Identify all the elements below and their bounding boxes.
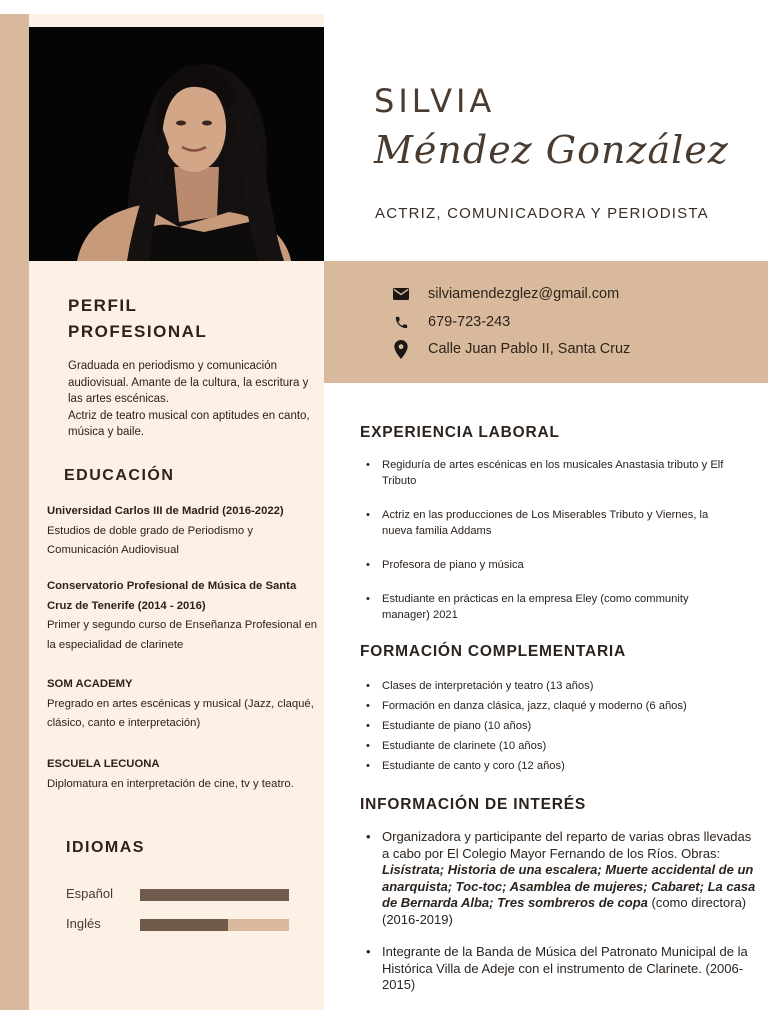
edu-item-desc: Pregrado en artes escénicas y musical (Jazz, claqué, clásico, canto e interpretación) (47, 697, 314, 729)
envelope-icon (392, 285, 410, 303)
lang-bar-english (140, 919, 289, 931)
interes-list (366, 829, 762, 994)
edu-item-name: SOM ACADEMY (47, 678, 133, 690)
address-text: Calle Juan Pablo II, Santa Cruz (428, 341, 631, 357)
list-item: • Estudiante de piano (10 años) (366, 716, 687, 736)
location-pin-icon (392, 340, 410, 358)
contact-phone[interactable] (392, 313, 510, 331)
list-item: • Profesora de piano y música (366, 557, 732, 573)
edu-item (47, 577, 319, 655)
edu-item-desc: Primer y segundo curso de Enseñanza Profesional en la especialidad de clarinete (47, 619, 318, 651)
edu-item-name: ESCUELA LECUONA (47, 758, 160, 770)
list-item: • Estudiante de canto y coro (12 años) (366, 756, 687, 776)
edu-item-desc: Diplomatura en interpretación de cine, tv y teatro. (47, 777, 294, 790)
left-accent-stripe (0, 14, 29, 1010)
edu-item (47, 675, 319, 734)
edu-item-name: Conservatorio Profesional de Música de Santa Cruz de Tenerife (2014 - 2016) (47, 580, 297, 612)
perfil-title-line1: PERFIL (68, 296, 138, 315)
idiomas-title: IDIOMAS (66, 839, 145, 856)
lang-fill-english (140, 919, 228, 931)
interes-item1-outro: (como directora) (2016-2019) (382, 895, 747, 927)
educacion-title: EDUCACIÓN (64, 467, 175, 484)
contact-email[interactable] (392, 285, 619, 303)
formacion-list (366, 676, 687, 776)
formacion-title: FORMACIÓN COMPLEMENTARIA (360, 643, 627, 660)
interes-item1-works: Lisístrata; Historia de una escalera; Muerte accidental de un anarquista; Toc-toc; Asamblea de mujeres; Cabaret; La casa de Bernarda Alba; Tres sombreros de copa (382, 862, 756, 910)
job-title: ACTRIZ, COMUNICADORA Y PERIODISTA (375, 205, 709, 222)
edu-item (47, 502, 319, 561)
edu-item (47, 755, 319, 794)
profile-photo (29, 27, 324, 261)
list-item: • Clases de interpretación y teatro (13 años) (366, 676, 687, 696)
perfil-title (68, 293, 207, 345)
email-text[interactable]: silviamendezglez@gmail.com (428, 286, 620, 302)
lang-label-spanish: Español (66, 886, 113, 901)
list-item: • Integrante de la Banda de Música del Patronato Municipal de la Histórica Villa de Adeje con el instrumento de Clarinete. (2006-2015) (366, 944, 762, 994)
first-name: SILVIA (374, 82, 496, 120)
list-item: • Formación en danza clásica, jazz, claqué y moderno (6 años) (366, 696, 687, 716)
lang-fill-spanish (140, 889, 289, 901)
edu-item-name: Universidad Carlos III de Madrid (2016-2022) (47, 505, 284, 517)
experiencia-title: EXPERIENCIA LABORAL (360, 424, 560, 441)
list-item (366, 829, 762, 928)
lang-bar-spanish (140, 889, 289, 901)
perfil-text: Graduada en periodismo y comunicación audiovisual. Amante de la cultura, la escritura y las artes escénicas. Actriz de teatro musical con aptitudes en canto, música y baile. (68, 360, 310, 438)
interes-item1-intro: Organizadora y participante del reparto de varias obras llevadas a cabo por El Colegio Mayor Fernando de los Ríos. Obras: (382, 829, 752, 861)
perfil-title-line2: PROFESIONAL (68, 322, 208, 341)
list-item: • Estudiante de clarinete (10 años) (366, 736, 687, 756)
lang-label-english: Inglés (66, 916, 101, 931)
contact-band (324, 261, 768, 383)
edu-item-desc: Estudios de doble grado de Periodismo y Comunicación Audiovisual (47, 524, 253, 556)
contact-address (392, 340, 630, 358)
experiencia-list (366, 457, 732, 623)
list-item: • Actriz en las producciones de Los Miserables Tributo y Viernes, la nueva familia Addams (366, 507, 732, 539)
interes-title: INFORMACIÓN DE INTERÉS (360, 796, 586, 813)
list-item: • Estudiante en prácticas en la empresa Eley (como community manager) 2021 (366, 591, 732, 623)
list-item: • Regiduría de artes escénicas en los musicales Anastasia tributo y Elf Tributo (366, 457, 732, 489)
phone-text[interactable]: 679-723-243 (428, 314, 511, 330)
last-name: Méndez González (374, 128, 729, 172)
phone-icon (392, 313, 410, 331)
